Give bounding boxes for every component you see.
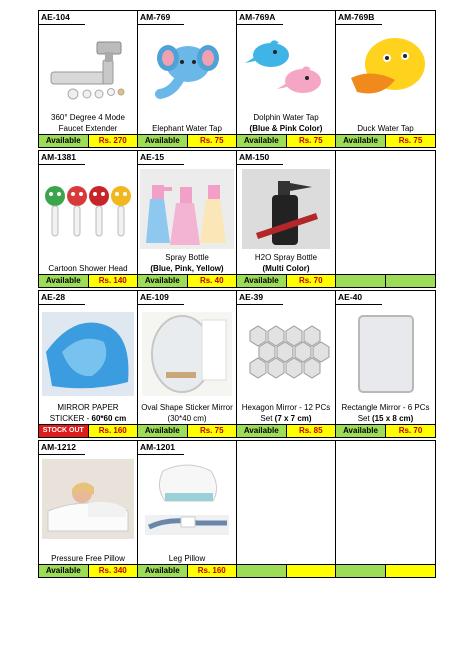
availability-badge: Available xyxy=(138,565,188,577)
product-card[interactable] xyxy=(336,291,435,437)
product-card[interactable] xyxy=(237,11,336,147)
elephant-tap-image xyxy=(138,25,236,113)
catalog-sheet xyxy=(38,10,436,575)
availability-badge: Available xyxy=(336,425,386,437)
duck-tap-image xyxy=(336,25,435,113)
product-card[interactable] xyxy=(39,11,138,147)
availability-badge: Available xyxy=(39,135,89,147)
catalog-row xyxy=(38,10,436,148)
status-bar xyxy=(237,424,335,437)
h2o-spray-bottle-image xyxy=(237,165,335,253)
product-code: AM-769A xyxy=(237,11,283,25)
catalog-row xyxy=(38,440,436,578)
catalog-row xyxy=(38,150,436,288)
product-code: AM-150 xyxy=(237,151,283,165)
status-bar xyxy=(39,424,137,437)
product-name: MIRROR PAPER STICKER - 60*60 cm xyxy=(49,403,127,423)
product-name: H2O Spray Bottle (Multi Color) xyxy=(254,253,318,273)
availability-badge: Available xyxy=(138,275,188,287)
price-label: Rs. 160 xyxy=(89,425,138,437)
product-card[interactable] xyxy=(138,11,237,147)
price-label: Rs. 75 xyxy=(188,135,237,147)
dolphin-tap-image xyxy=(237,25,335,113)
product-card[interactable] xyxy=(237,291,336,437)
price-label: Rs. 40 xyxy=(188,275,237,287)
product-code: AM-1201 xyxy=(138,441,184,455)
status-bar xyxy=(39,564,137,577)
product-name: Dolphin Water Tap (Blue & Pink Color) xyxy=(249,113,323,133)
status-bar xyxy=(336,424,435,437)
price-label: Rs. 75 xyxy=(188,425,237,437)
product-name: Rectangle Mirror - 6 PCs Set (15 x 8 cm) xyxy=(341,403,430,423)
availability-badge: Available xyxy=(237,425,287,437)
product-name: 360° Degree 4 Mode Faucet Extender xyxy=(51,113,125,133)
product-name: Leg Pillow xyxy=(168,553,206,563)
price-label: Rs. 270 xyxy=(89,135,138,147)
product-code: AM-769 xyxy=(138,11,184,25)
status-bar xyxy=(39,274,137,287)
product-code: AM-769B xyxy=(336,11,382,25)
price-label: Rs. 70 xyxy=(386,425,435,437)
availability-badge: Available xyxy=(336,135,386,147)
price-label: Rs. 75 xyxy=(287,135,336,147)
cartoon-shower-head-image xyxy=(39,165,137,253)
status-bar xyxy=(138,564,236,577)
product-card[interactable] xyxy=(39,291,138,437)
faucet-extender-image xyxy=(39,25,137,113)
price-label: Rs. 140 xyxy=(89,275,138,287)
availability-badge: Available xyxy=(237,275,287,287)
price-label: Rs. 70 xyxy=(287,275,336,287)
product-card[interactable] xyxy=(237,151,336,287)
availability-badge: Available xyxy=(39,275,89,287)
product-name: Cartoon Shower Head xyxy=(48,263,128,273)
product-card[interactable] xyxy=(336,11,435,147)
leg-pillow-image xyxy=(138,455,236,543)
price-label: Rs. 85 xyxy=(287,425,336,437)
product-code: AE-28 xyxy=(39,291,85,305)
empty-card xyxy=(336,151,435,287)
product-code: AE-40 xyxy=(336,291,382,305)
status-bar xyxy=(138,134,236,147)
price-label: Rs. 340 xyxy=(89,565,138,577)
product-card[interactable] xyxy=(138,151,237,287)
price-label: Rs. 75 xyxy=(386,135,435,147)
product-card[interactable] xyxy=(138,441,237,577)
rectangle-mirror-image xyxy=(336,305,435,403)
product-code: AE-39 xyxy=(237,291,283,305)
product-card[interactable] xyxy=(138,291,237,437)
availability-badge: Available xyxy=(138,425,188,437)
availability-badge: STOCK OUT xyxy=(39,425,89,437)
product-code: AM-1381 xyxy=(39,151,85,165)
catalog-row xyxy=(38,290,436,438)
status-bar xyxy=(138,424,236,437)
product-card[interactable] xyxy=(39,441,138,577)
product-name: Duck Water Tap xyxy=(357,123,414,133)
product-name: Hexagon Mirror - 12 PCs Set (7 x 7 cm) xyxy=(241,403,331,423)
availability-badge: Available xyxy=(237,135,287,147)
spray-bottle-image xyxy=(138,165,236,253)
status-bar xyxy=(237,134,335,147)
empty-card xyxy=(237,441,336,577)
status-bar xyxy=(336,134,435,147)
oval-mirror-image xyxy=(138,305,236,403)
status-bar xyxy=(39,134,137,147)
empty-card xyxy=(336,441,435,577)
product-name: Elephant Water Tap xyxy=(152,123,222,133)
hexagon-mirror-image xyxy=(237,305,335,403)
product-name: Spray Bottle (Blue, Pink, Yellow) xyxy=(150,253,224,273)
status-bar xyxy=(138,274,236,287)
availability-badge: Available xyxy=(138,135,188,147)
availability-badge: Available xyxy=(39,565,89,577)
pressure-free-pillow-image xyxy=(39,455,137,543)
product-card[interactable] xyxy=(39,151,138,287)
mirror-paper-sticker-image xyxy=(39,305,137,403)
product-name: Oval Shape Sticker Mirror (30*40 cm) xyxy=(141,403,233,423)
product-code: AE-109 xyxy=(138,291,184,305)
product-code: AM-1212 xyxy=(39,441,85,455)
status-bar xyxy=(237,274,335,287)
product-name: Pressure Free Pillow xyxy=(51,553,125,563)
price-label: Rs. 160 xyxy=(188,565,237,577)
product-code: AE-104 xyxy=(39,11,85,25)
product-code: AE-15 xyxy=(138,151,184,165)
